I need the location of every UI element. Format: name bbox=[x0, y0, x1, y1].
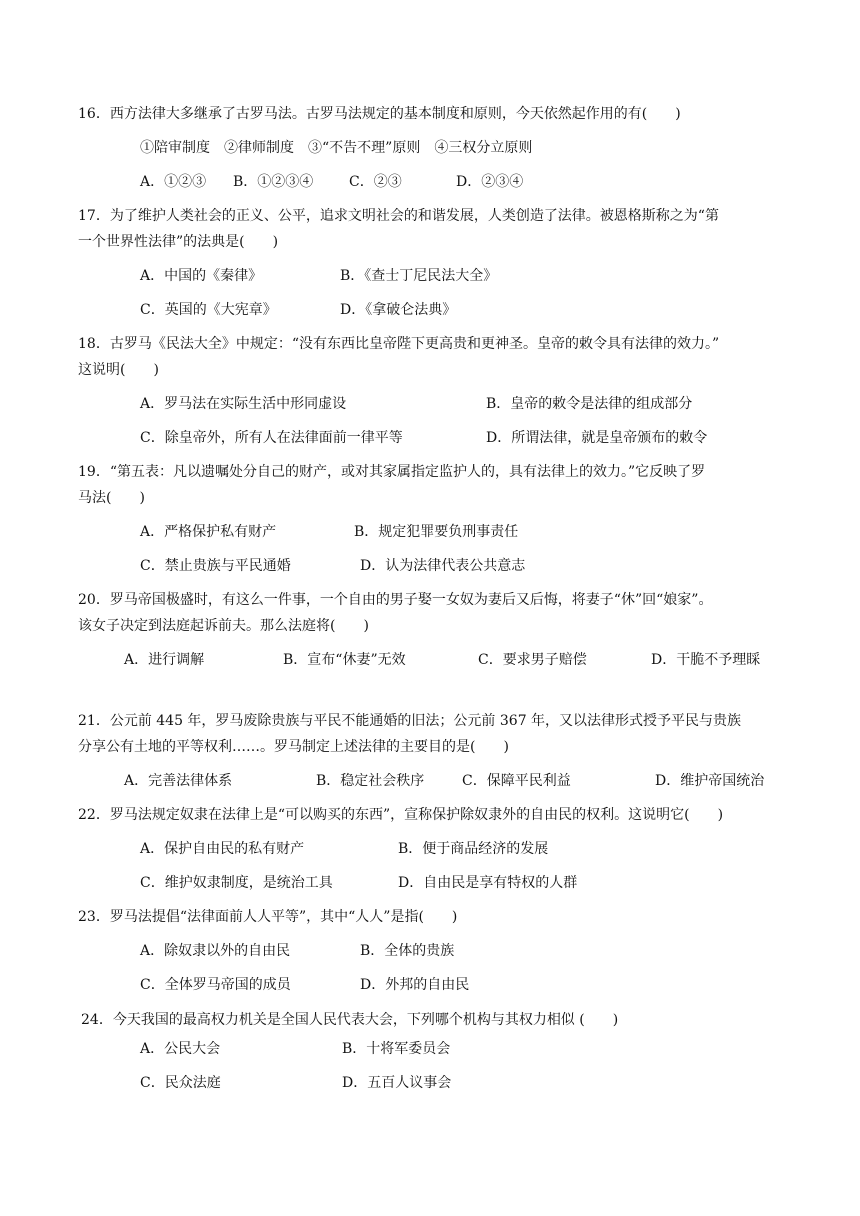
question-16-stem: 16．西方法律大多继承了古罗马法。古罗马法规定的基本制度和原则，今天依然起作用的有( ) bbox=[78, 106, 681, 122]
question-19-stem-line-1: 19．“第五表：凡以遗嘱处分自己的财产，或对其家属指定监护人的，具有法律上的效力。”它反映了罗 bbox=[78, 464, 706, 480]
question-20-option-b: B．宣布“休妻”无效 bbox=[283, 652, 406, 668]
question-22-option-b: B．便于商品经济的发展 bbox=[398, 841, 549, 857]
question-17-option-b: B．《查士丁尼民法大全》 bbox=[340, 268, 498, 284]
question-24-option-c: C．民众法庭 bbox=[140, 1075, 221, 1091]
question-17-option-c: C．英国的《大宪章》 bbox=[140, 302, 277, 318]
question-18-stem-line-2: 这说明( ) bbox=[78, 362, 159, 378]
question-20-option-d: D．干脆不予理睬 bbox=[651, 652, 761, 668]
question-20-option-a: A．进行调解 bbox=[124, 652, 205, 668]
question-23-stem: 23．罗马法提倡“法律面前人人平等”，其中“人人”是指( ) bbox=[78, 909, 458, 925]
question-21-stem-line-1: 21．公元前 445 年，罗马废除贵族与平民不能通婚的旧法；公元前 367 年，又以法律形式授予平民与贵族 bbox=[78, 713, 742, 729]
question-19-option-a: A．严格保护私有财产 bbox=[140, 524, 277, 540]
question-17-stem-line-2: 一个世界性法律”的法典是( ) bbox=[78, 234, 279, 250]
question-24-option-d: D．五百人议事会 bbox=[342, 1075, 452, 1091]
question-22-option-d: D．自由民是享有特权的人群 bbox=[398, 875, 578, 891]
question-23-option-b: B．全体的贵族 bbox=[360, 943, 455, 959]
question-19-stem-line-2: 马法( ) bbox=[78, 490, 145, 506]
question-16-option-d: D．②③④ bbox=[456, 174, 524, 190]
question-24-option-a: A．公民大会 bbox=[140, 1041, 221, 1057]
question-19-option-d: D．认为法律代表公共意志 bbox=[360, 558, 526, 574]
question-18-option-b: B．皇帝的敕令是法律的组成部分 bbox=[486, 396, 693, 412]
question-22-option-a: A．保护自由民的私有财产 bbox=[140, 841, 305, 857]
question-24-option-b: B．十将军委员会 bbox=[342, 1041, 451, 1057]
question-21-option-b: B．稳定社会秩序 bbox=[316, 773, 425, 789]
question-20-stem-line-2: 该女子决定到法庭起诉前夫。那么法庭将( ) bbox=[78, 618, 369, 634]
question-23-option-a: A．除奴隶以外的自由民 bbox=[140, 943, 291, 959]
question-20-option-c: C．要求男子赔偿 bbox=[478, 652, 587, 668]
question-22-option-c: C．维护奴隶制度，是统治工具 bbox=[140, 875, 333, 891]
question-21-option-d: D．维护帝国统治 bbox=[655, 773, 765, 789]
question-22-stem: 22．罗马法规定奴隶在法律上是“可以购买的东西”，宣称保护除奴隶外的自由民的权利。这说明它( ) bbox=[78, 807, 724, 823]
question-18-option-a: A．罗马法在实际生活中形同虚设 bbox=[140, 396, 347, 412]
question-24-stem: 24．今天我国的最高权力机关是全国人民代表大会，下列哪个机构与其权力相似 ( ) bbox=[81, 1012, 619, 1028]
question-21-option-a: A．完善法律体系 bbox=[124, 773, 233, 789]
question-17-stem-line-1: 17．为了维护人类社会的正义、公平，追求文明社会的和谐发展，人类创造了法律。被恩格斯称之为“第 bbox=[78, 208, 719, 224]
question-18-option-c: C．除皇帝外，所有人在法律面前一律平等 bbox=[140, 430, 403, 446]
question-23-option-c: C．全体罗马帝国的成员 bbox=[140, 977, 291, 993]
question-16-option-c: C．②③ bbox=[349, 174, 402, 190]
question-20-stem-line-1: 20．罗马帝国极盛时，有这么一件事，一个自由的男子娶一女奴为妻后又后悔，将妻子“休”回“娘家”。 bbox=[78, 592, 713, 608]
question-18-stem-line-1: 18．古罗马《民法大全》中规定：“没有东西比皇帝陛下更高贵和更神圣。皇帝的敕令具有法律的效力。” bbox=[78, 336, 720, 352]
question-19-option-b: B．规定犯罪要负刑事责任 bbox=[354, 524, 519, 540]
question-19-option-c: C．禁止贵族与平民通婚 bbox=[140, 558, 291, 574]
question-23-option-d: D．外邦的自由民 bbox=[360, 977, 470, 993]
question-16-items: ①陪审制度 ②律师制度 ③“不告不理”原则 ④三权分立原则 bbox=[140, 140, 533, 156]
question-21-option-c: C．保障平民利益 bbox=[462, 773, 571, 789]
question-17-option-d: D．《拿破仑法典》 bbox=[340, 302, 457, 318]
question-21-stem-line-2: 分享公有土地的平等权利……。罗马制定上述法律的主要目的是( ) bbox=[78, 739, 509, 755]
question-16-option-a: A．①②③ bbox=[140, 174, 207, 190]
question-17-option-a: A．中国的《秦律》 bbox=[140, 268, 263, 284]
question-16-option-b: B．①②③④ bbox=[233, 174, 314, 190]
question-18-option-d: D．所谓法律，就是皇帝颁布的敕令 bbox=[486, 430, 708, 446]
